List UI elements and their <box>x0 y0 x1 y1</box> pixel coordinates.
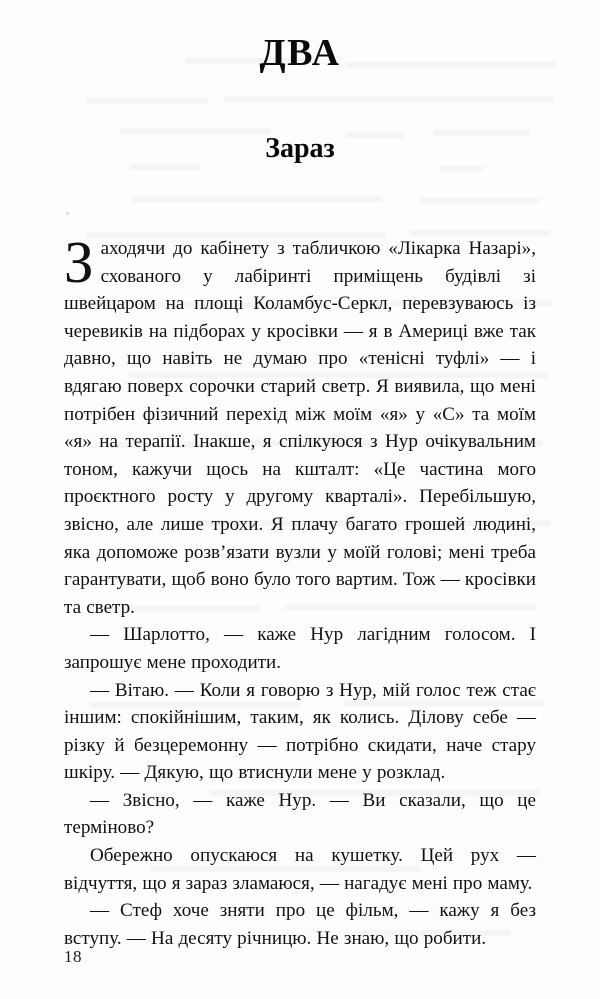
paragraph-dialogue-urgent: — Звісно, — каже Нур. — Ви сказали, що це терміново? <box>64 789 536 839</box>
chapter-number: ДВА <box>259 32 341 74</box>
paragraph-dialogue-charlotte-greeting: — Вітаю. — Коли я говорю з Нур, мій голос теж стає іншим: спокійнішим, таким, як колись. Ділову себе — різку й безцеремонну — потрібно скидати, наче стару шкіру. — Дякую, що втиснули мене у розклад. <box>64 679 536 784</box>
paragraph-opening: Заходячи до кабінету з табличкою «Лікарка Назарі», схованого у лабіринті приміщень будівлі зі швейцаром на площі Коламбус-Серкл, перевзуваюсь із черевиків на підборах у кросівки — я в Америці вже так давно, що навіть не думаю про «тенісні туфлі» — і вдягаю поверх сорочки старий светр. Я виявила, що мені потрібен фізичний перехід між моїм «я» у «С» та моїм «я» на терапії. Інакше, я спілкуюся з Нур очікувальним тоном, кажучи щось на кшталт: «Це частина мого проєктного росту у другому кварталі». Перебільшую, звісно, але лише трохи. Я плачу багато грошей людині, яка допоможе розв’язати вузли у моїй голові; мені треба гарантувати, щоб воно було того вартим. Тож — кросівки та светр. <box>64 229 536 618</box>
paragraph-dialogue-film: — Стеф хоче зняти про це фільм, — кажу я без вступу. — На десяту річницю. Не знаю, що робити. <box>64 900 536 949</box>
body-text <box>64 163 536 952</box>
paragraph-dialogue-noor-greeting: — Шарлотто, — каже Нур лагідним голосом. І запрошує мене проходити. <box>64 624 536 673</box>
paragraph-couch: Обережно опускаюся на кушетку. Цей рух — відчуття, що я зараз зламаюся, — нагадує мені про маму. <box>64 845 536 894</box>
chapter-title: Зараз <box>265 133 335 164</box>
page-number: 18 <box>64 947 82 966</box>
